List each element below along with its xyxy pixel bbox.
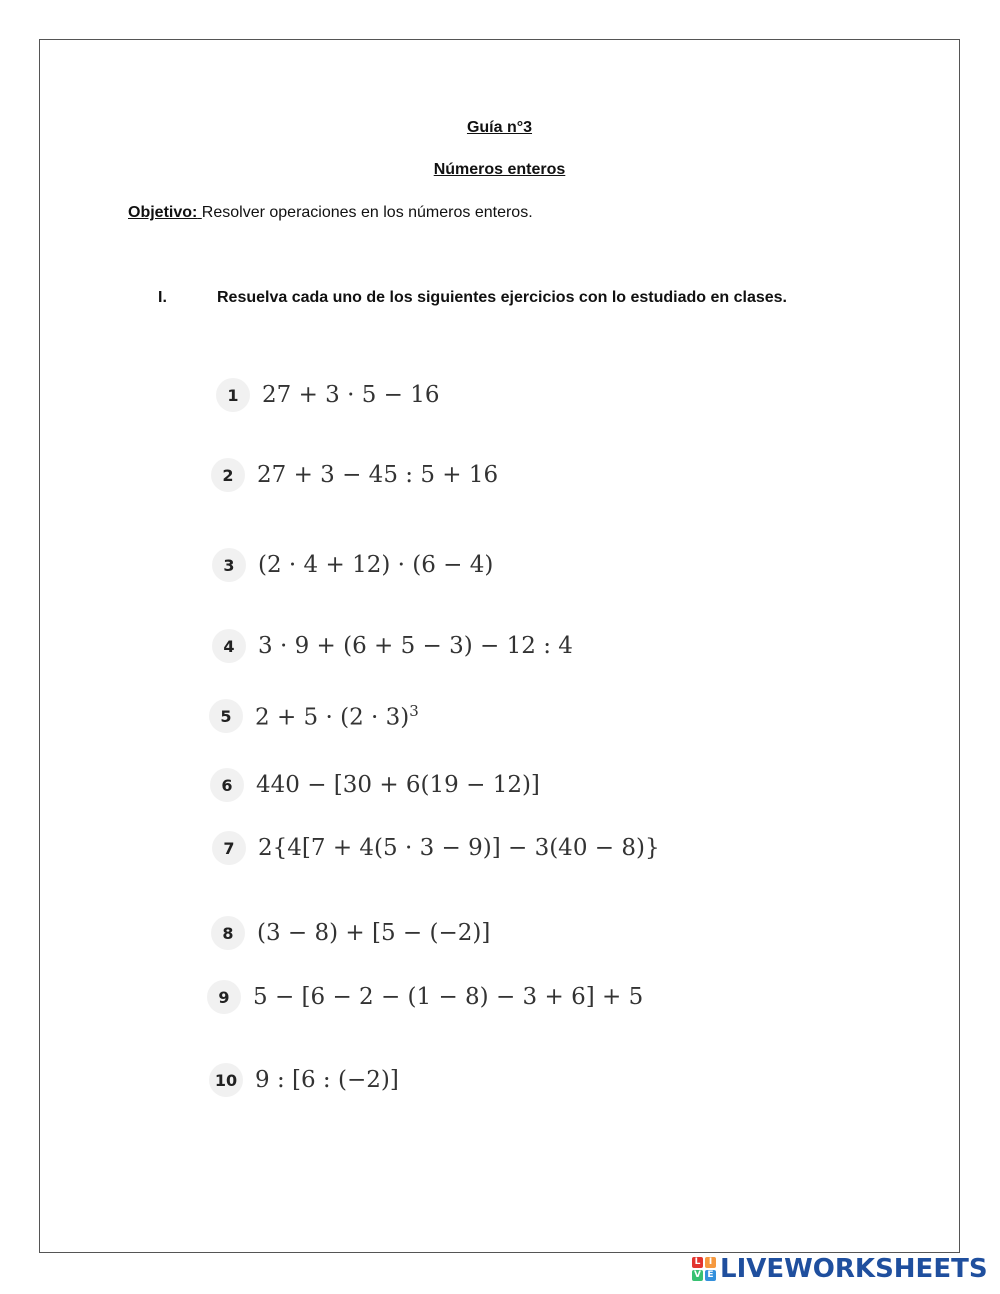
objective-text: Resolver operaciones en los números enteros. (201, 204, 533, 221)
exercise-5 (209, 699, 419, 733)
brand-name: LIVEWORKSHEETS (720, 1254, 988, 1284)
objective-label: Objetivo: (128, 204, 198, 221)
exercise-expression: 3 · 9 + (6 + 5 − 3) − 12 : 4 (258, 633, 573, 659)
exercise-expression: (2 · 4 + 12) · (6 − 4) (258, 552, 494, 578)
exercise-number-badge: 2 (211, 458, 245, 492)
exercise-number-badge: 8 (211, 916, 245, 950)
exercise-6 (210, 768, 540, 802)
exercise-number-badge: 5 (209, 699, 243, 733)
instruction-number: I. (158, 289, 167, 306)
exercise-number-badge: 1 (216, 378, 250, 412)
exercise-expression: (3 − 8) + [5 − (−2)] (257, 920, 491, 946)
exercise-number-badge: 7 (212, 831, 246, 865)
exercise-expression: 5 − [6 − 2 − (1 − 8) − 3 + 6] + 5 (253, 984, 644, 1010)
exercise-9 (207, 980, 643, 1014)
exercise-4 (212, 629, 573, 663)
exercise-expression: 2{4[7 + 4(5 · 3 − 9)] − 3(40 − 8)} (258, 835, 660, 861)
exercise-number-badge: 4 (212, 629, 246, 663)
logo-mark-icon: L I V E (692, 1257, 716, 1281)
exercise-expression-base: 2 + 5 · (2 · 3) (255, 704, 410, 731)
page-subtitle: Números enteros (433, 161, 566, 178)
exercise-number-badge: 6 (210, 768, 244, 802)
exercise-expression (255, 702, 419, 731)
exercise-number-badge: 9 (207, 980, 241, 1014)
objective (128, 204, 533, 222)
exercise-expression: 27 + 3 − 45 : 5 + 16 (257, 462, 499, 488)
exercise-1 (216, 378, 440, 412)
exercise-number-badge: 10 (209, 1063, 243, 1097)
exercise-8 (211, 916, 490, 950)
exercise-7 (212, 831, 660, 865)
liveworksheets-logo[interactable] (692, 1252, 988, 1286)
exercise-3 (212, 548, 493, 582)
exercise-2 (211, 458, 498, 492)
exercise-expression: 9 : [6 : (−2)] (255, 1067, 399, 1093)
instruction-text: Resuelva cada uno de los siguientes ejercicios con lo estudiado en clases. (217, 289, 787, 306)
worksheet-page (39, 39, 960, 1253)
exercise-expression: 440 − [30 + 6(19 − 12)] (256, 772, 540, 798)
exercise-exponent: 3 (409, 701, 419, 720)
exercise-expression: 27 + 3 · 5 − 16 (262, 382, 440, 408)
exercise-number-badge: 3 (212, 548, 246, 582)
exercise-10 (209, 1063, 399, 1097)
page-title: Guía n°3 (466, 119, 533, 136)
